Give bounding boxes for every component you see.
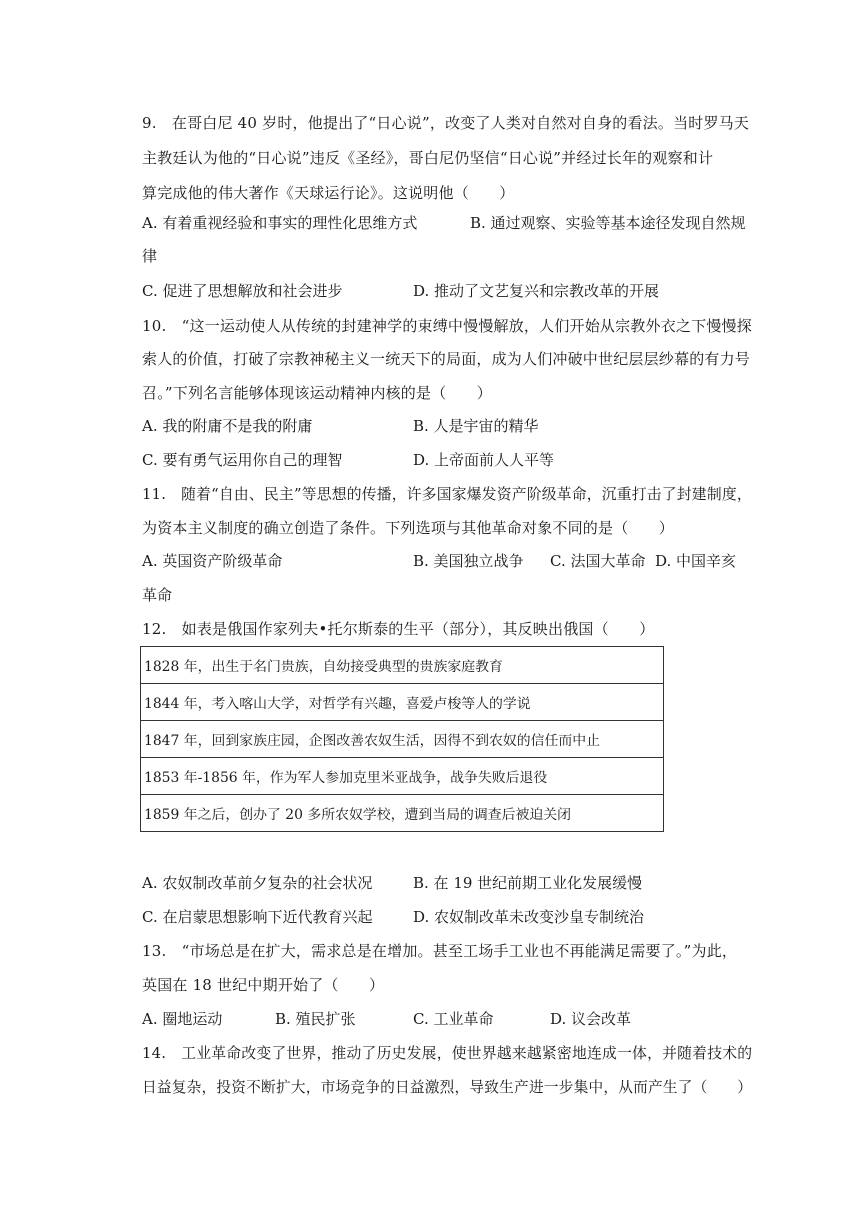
table-cell: 1859 年之后，创办了 20 多所农奴学校，遭到当局的调查后被迫关闭 [141, 795, 664, 832]
q12-stem-line-1: 12. 如表是俄国作家列夫•托尔斯泰的生平（部分），其反映出俄国（ ） [142, 620, 655, 638]
table-row [141, 684, 664, 721]
q9-stem-line-3: 算完成他的伟大著作《天球运行论》。这说明他（ ） [142, 184, 515, 202]
q9-option-b-continued: 律 [142, 247, 158, 265]
table-row [141, 647, 664, 684]
q13-option-c[interactable]: C. 工业革命 [413, 1010, 494, 1028]
table-cell: 1828 年，出生于名门贵族，自幼接受典型的贵族家庭教育 [141, 647, 664, 684]
q10-stem-line-3: 召。”下列名言能够体现该运动精神内核的是（ ） [142, 384, 492, 402]
q12-option-d[interactable]: D. 农奴制改革未改变沙皇专制统治 [413, 908, 645, 926]
q13-option-b[interactable]: B. 殖民扩张 [275, 1010, 356, 1028]
q11-option-a[interactable]: A. 英国资产阶级革命 [142, 552, 283, 570]
q9-option-a[interactable]: A. 有着重视经验和事实的理性化思维方式 [142, 214, 418, 232]
q9-option-b[interactable]: B. 通过观察、实验等基本途径发现自然规 [470, 214, 746, 232]
q10-option-b[interactable]: B. 人是宇宙的精华 [413, 417, 539, 435]
q13-option-a[interactable]: A. 圈地运动 [142, 1010, 223, 1028]
table-row [141, 795, 664, 832]
table-cell: 1853 年-1856 年，作为军人参加克里米亚战争，战争失败后退役 [141, 758, 664, 795]
q10-stem-line-2: 索人的价值，打破了宗教神秘主义一统天下的局面，成为人们冲破中世纪层层纱幕的有力号 [142, 350, 751, 368]
q12-option-c[interactable]: C. 在启蒙思想影响下近代教育兴起 [142, 908, 373, 926]
q10-stem-line-1: 10. “这一运动使人从传统的封建神学的束缚中慢慢解放，人们开始从宗教外衣之下慢慢探 [142, 317, 752, 335]
q12-option-a[interactable]: A. 农奴制改革前夕复杂的社会状况 [142, 874, 373, 892]
q13-option-d[interactable]: D. 议会改革 [550, 1010, 632, 1028]
q13-stem-line-2: 英国在 18 世纪中期开始了（ ） [142, 976, 385, 994]
q14-stem-line-1: 14. 工业革命改变了世界，推动了历史发展，使世界越来越紧密地连成一体，并随着技术的 [142, 1044, 753, 1062]
q9-option-c[interactable]: C. 促进了思想解放和社会进步 [142, 282, 343, 300]
q13-stem-line-1: 13. “市场总是在扩大，需求总是在增加。甚至工场手工业也不再能满足需要了。”为此， [142, 942, 738, 960]
table-cell: 1844 年，考入喀山大学，对哲学有兴趣，喜爱卢梭等人的学说 [141, 684, 664, 721]
q9-stem-line-1: 9. 在哥白尼 40 岁时，他提出了“日心说”，改变了人类对自然对自身的看法。当时罗马天 [142, 114, 750, 132]
q11-option-c[interactable]: C. 法国大革命 [550, 552, 646, 570]
q11-stem-line-2: 为资本主义制度的确立创造了条件。下列选项与其他革命对象不同的是（ ） [142, 519, 675, 537]
table-cell: 1847 年，回到家族庄园，企图改善农奴生活，因得不到农奴的信任而中止 [141, 721, 664, 758]
q14-stem-line-2: 日益复杂，投资不断扩大，市场竞争的日益激烈，导致生产进一步集中，从而产生了（ ） [142, 1078, 753, 1096]
q10-option-c[interactable]: C. 要有勇气运用你自己的理智 [142, 451, 343, 469]
q11-option-b[interactable]: B. 美国独立战争 [413, 552, 524, 570]
q9-stem-line-2: 主教廷认为他的“日心说”违反《圣经》，哥白尼仍坚信“日心说”并经过长年的观察和计 [142, 149, 714, 167]
q11-option-d[interactable]: D. 中国辛亥 [655, 552, 737, 570]
q12-option-b[interactable]: B. 在 19 世纪前期工业化发展缓慢 [413, 874, 643, 892]
q11-stem-line-1: 11. 随着“自由、民主”等思想的传播，许多国家爆发资产阶级革命，沉重打击了封建制度， [142, 485, 752, 503]
q10-option-a[interactable]: A. 我的附庸不是我的附庸 [142, 417, 313, 435]
q10-option-d[interactable]: D. 上帝面前人人平等 [413, 451, 555, 469]
table-row [141, 758, 664, 795]
q9-option-d[interactable]: D. 推动了文艺复兴和宗教改革的开展 [413, 282, 660, 300]
table-row [141, 721, 664, 758]
tolstoy-life-table [140, 646, 664, 832]
q11-option-d-continued: 革命 [142, 586, 173, 604]
